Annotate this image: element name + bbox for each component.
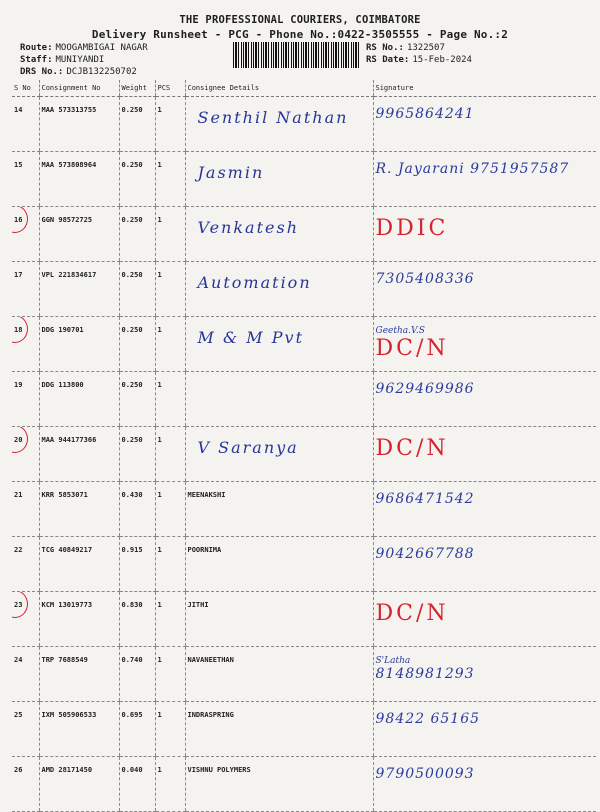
rs-date-value: 15-Feb-2024	[412, 55, 472, 65]
cell-weight: 0.430	[119, 482, 155, 537]
cell-consignee	[185, 757, 373, 812]
cell-consignment: MAA 573808964	[39, 152, 119, 207]
consignee-printed: MEENAKSHI	[187, 491, 226, 499]
cell-weight: 0.040	[119, 757, 155, 812]
cell-pcs: 1	[155, 152, 185, 207]
cell-consignment: MAA 944177366	[39, 427, 119, 482]
cell-sno	[12, 262, 39, 317]
consignee-printed: VISHNU POLYMERS	[187, 766, 251, 774]
table-row	[12, 97, 596, 152]
cell-sno	[12, 592, 39, 647]
cell-pcs: 1	[155, 757, 185, 812]
red-circle-mark	[12, 427, 28, 454]
cell-signature	[373, 207, 596, 262]
signature-ink: R. Jayarani 9751957587	[375, 161, 570, 177]
table-row	[12, 427, 596, 482]
signature-ink: DDIC	[375, 216, 449, 241]
cell-signature	[373, 262, 596, 317]
cell-signature	[373, 97, 596, 152]
signature-ink: DC/N	[375, 436, 449, 461]
staff-label: Staff:	[20, 55, 53, 65]
table-header-row	[12, 80, 596, 97]
table-row	[12, 757, 596, 812]
cell-weight: 0.830	[119, 592, 155, 647]
cell-sno	[12, 152, 39, 207]
sno-text: 16	[14, 216, 23, 224]
cell-consignee	[185, 97, 373, 152]
consignee-handwritten: Senthil Nathan	[197, 108, 349, 127]
signature-ink: 9965864241	[375, 106, 475, 122]
cell-weight: 0.250	[119, 427, 155, 482]
cell-pcs: 1	[155, 317, 185, 372]
cell-sno	[12, 537, 39, 592]
consignee-handwritten: Automation	[197, 273, 312, 292]
consignee-printed: POORNIMA	[187, 546, 222, 554]
consignee-handwritten: V Saranya	[197, 438, 299, 457]
cell-consignment: GGN 98572725	[39, 207, 119, 262]
cell-consignment: MAA 573313755	[39, 97, 119, 152]
delivery-table	[12, 80, 596, 812]
red-circle-mark	[12, 207, 28, 234]
cell-pcs: 1	[155, 702, 185, 757]
cell-pcs: 1	[155, 592, 185, 647]
cell-weight: 0.915	[119, 537, 155, 592]
cell-signature	[373, 482, 596, 537]
cell-signature	[373, 537, 596, 592]
col-consignment: Consignment No	[39, 80, 119, 97]
rs-no-label: RS No.:	[366, 43, 404, 53]
consignee-printed: JITHI	[187, 601, 209, 609]
sno-text: 24	[14, 656, 23, 664]
signature-ink: 98422 65165	[375, 711, 481, 727]
table-row	[12, 647, 596, 702]
sno-text: 19	[14, 381, 23, 389]
cell-weight: 0.250	[119, 152, 155, 207]
cell-sno	[12, 317, 39, 372]
col-signature: Signature	[373, 80, 596, 97]
rs-no-value: 1322507	[406, 43, 445, 53]
signature-ink: DC/N	[375, 601, 449, 626]
cell-consignment: KCM 13019773	[39, 592, 119, 647]
cell-weight: 0.250	[119, 372, 155, 427]
cell-weight: 0.250	[119, 97, 155, 152]
cell-signature	[373, 702, 596, 757]
table-row	[12, 537, 596, 592]
cell-pcs: 1	[155, 207, 185, 262]
cell-pcs: 1	[155, 97, 185, 152]
cell-sno	[12, 702, 39, 757]
sno-text: 25	[14, 711, 23, 719]
table-row	[12, 702, 596, 757]
runsheet-title: Delivery Runsheet - PCG - Phone No.:0422-3505555 - Page No.:2	[91, 28, 509, 41]
consignee-handwritten: M & M Pvt	[197, 328, 304, 347]
cell-consignee	[185, 317, 373, 372]
cell-consignment: TCG 40849217	[39, 537, 119, 592]
table-row	[12, 592, 596, 647]
signature-ink: DC/N	[375, 336, 449, 361]
cell-weight: 0.695	[119, 702, 155, 757]
cell-consignee	[185, 372, 373, 427]
red-circle-mark	[12, 317, 28, 344]
cell-consignee	[185, 702, 373, 757]
cell-consignee	[185, 482, 373, 537]
cell-sno	[12, 97, 39, 152]
sno-text: 15	[14, 161, 23, 169]
cell-signature	[373, 152, 596, 207]
drs-value: DCJB132250702	[66, 67, 137, 77]
cell-sno	[12, 757, 39, 812]
sno-text: 22	[14, 546, 23, 554]
cell-consignee	[185, 592, 373, 647]
signature-ink: 9629469986	[375, 381, 475, 397]
drs-label: DRS No.:	[20, 67, 64, 77]
cell-sno	[12, 207, 39, 262]
cell-signature	[373, 757, 596, 812]
cell-pcs: 1	[155, 647, 185, 702]
cell-consignee	[185, 152, 373, 207]
consignee-printed: NAVANEETHAN	[187, 656, 234, 664]
col-consignee: Consignee Details	[185, 80, 373, 97]
signature-ink: 9686471542	[375, 491, 475, 507]
signature-note: S'Latha	[375, 656, 411, 666]
cell-weight: 0.250	[119, 207, 155, 262]
cell-consignment: AMD 28171450	[39, 757, 119, 812]
rs-no-line	[366, 43, 445, 53]
cell-consignee	[185, 647, 373, 702]
col-weight: Weight	[119, 80, 155, 97]
cell-signature	[373, 427, 596, 482]
table-row	[12, 372, 596, 427]
staff-value: MUNIYANDI	[55, 55, 105, 65]
table-row	[12, 207, 596, 262]
table-row	[12, 317, 596, 372]
red-circle-mark	[12, 592, 28, 619]
consignee-printed: INDRASPRING	[187, 711, 234, 719]
sno-text: 23	[14, 601, 23, 609]
table-row	[12, 482, 596, 537]
signature-note: Geetha.V.S	[375, 326, 425, 336]
cell-sno	[12, 372, 39, 427]
table-row	[12, 152, 596, 207]
sno-text: 21	[14, 491, 23, 499]
cell-weight: 0.250	[119, 262, 155, 317]
staff-line	[20, 55, 104, 65]
cell-consignee	[185, 537, 373, 592]
table-row	[12, 262, 596, 317]
cell-consignee	[185, 427, 373, 482]
cell-pcs: 1	[155, 482, 185, 537]
sno-text: 26	[14, 766, 23, 774]
signature-ink: 9042667788	[375, 546, 475, 562]
cell-pcs: 1	[155, 262, 185, 317]
cell-consignment: KRR 5853071	[39, 482, 119, 537]
rs-date-line	[366, 55, 472, 65]
consignee-handwritten: Venkatesh	[197, 218, 300, 237]
rs-date-label: RS Date:	[366, 55, 410, 65]
cell-consignee	[185, 262, 373, 317]
drs-line	[20, 67, 137, 77]
cell-consignment: VPL 221834617	[39, 262, 119, 317]
barcode	[233, 42, 359, 68]
cell-consignee	[185, 207, 373, 262]
cell-weight: 0.740	[119, 647, 155, 702]
col-sno: S No	[12, 80, 39, 97]
signature-ink: 8148981293	[375, 666, 475, 682]
cell-pcs: 1	[155, 372, 185, 427]
cell-signature	[373, 592, 596, 647]
cell-signature	[373, 372, 596, 427]
cell-weight: 0.250	[119, 317, 155, 372]
route-label: Route:	[20, 43, 53, 53]
cell-sno	[12, 427, 39, 482]
sno-text: 17	[14, 271, 23, 279]
route-value: MOOGAMBIGAI NAGAR	[55, 43, 148, 53]
cell-consignment: DDG 113800	[39, 372, 119, 427]
cell-pcs: 1	[155, 537, 185, 592]
route-line	[20, 43, 148, 53]
company-title: THE PROFESSIONAL COURIERS, COIMBATORE	[179, 14, 421, 26]
sno-text: 14	[14, 106, 23, 114]
signature-ink: 9790500093	[375, 766, 475, 782]
cell-consignment: IXM 505906533	[39, 702, 119, 757]
sno-text: 20	[14, 436, 23, 444]
cell-signature	[373, 317, 596, 372]
consignee-handwritten: Jasmin	[197, 163, 265, 182]
cell-sno	[12, 482, 39, 537]
cell-consignment: DDG 190701	[39, 317, 119, 372]
cell-consignment: TRP 7688549	[39, 647, 119, 702]
signature-ink: 7305408336	[375, 271, 475, 287]
cell-pcs: 1	[155, 427, 185, 482]
cell-signature	[373, 647, 596, 702]
cell-sno	[12, 647, 39, 702]
sno-text: 18	[14, 326, 23, 334]
col-pcs: PCS	[155, 80, 185, 97]
